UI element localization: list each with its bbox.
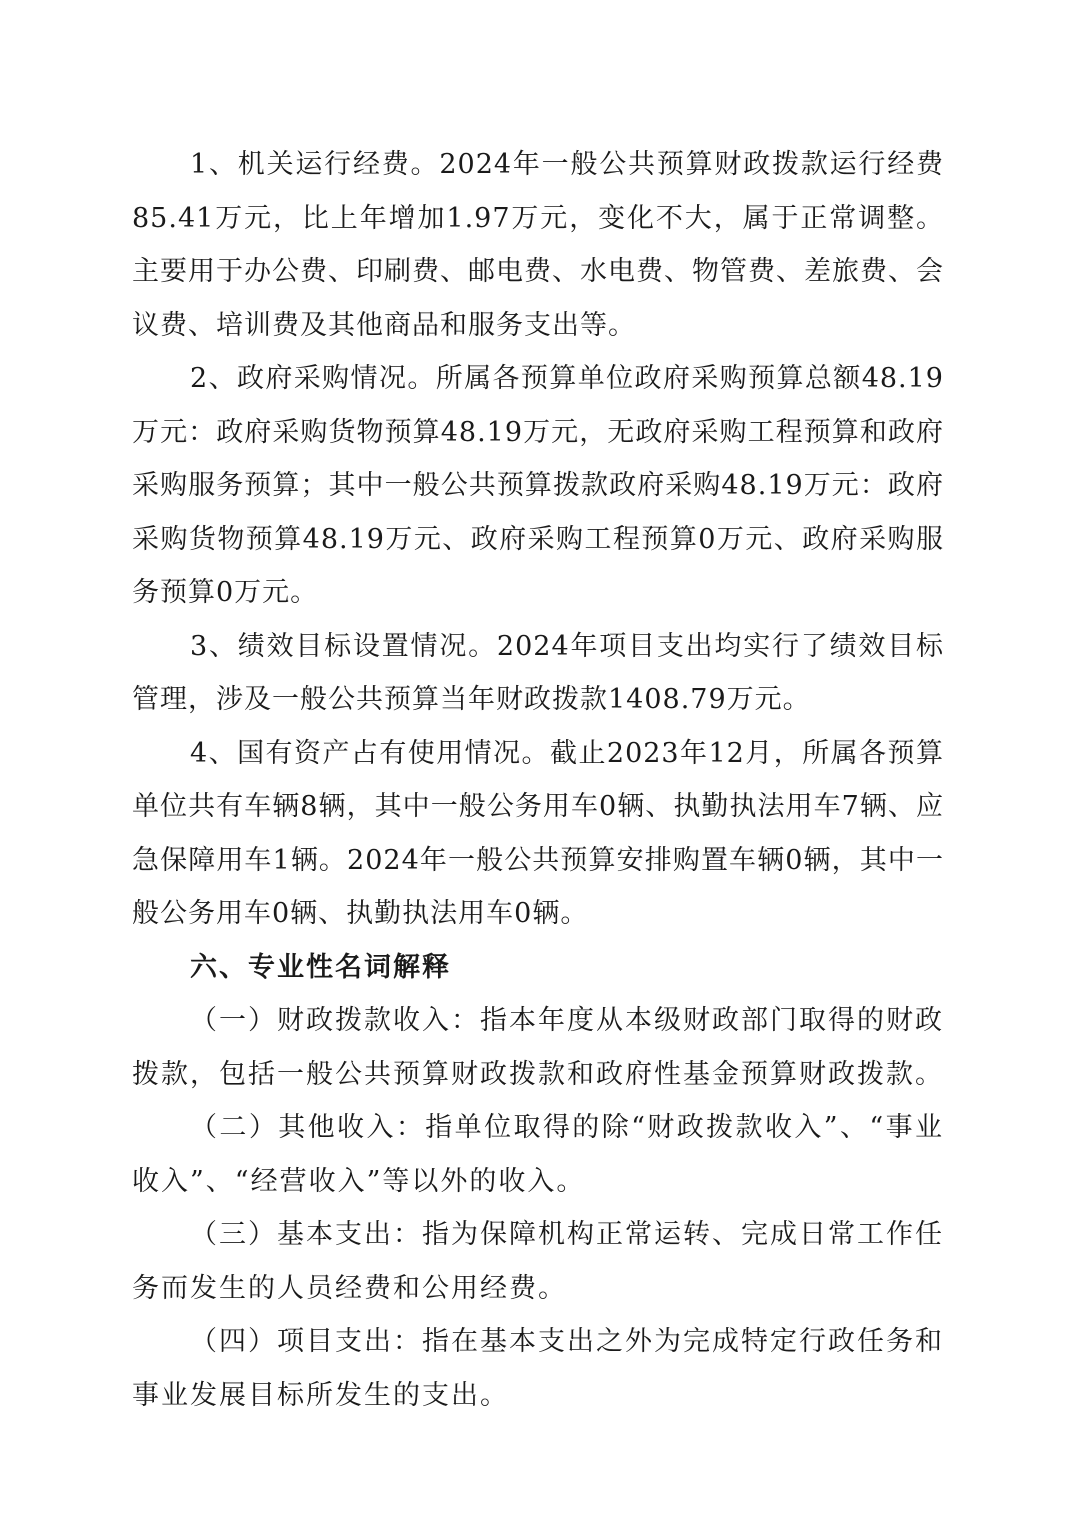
section-heading-terms: 六、专业性名词解释: [190, 951, 451, 983]
definition-project-expenditure: （四）项目支出：指在基本支出之外为完成特定行政任务和事业发展目标所发生的支出。: [132, 1326, 944, 1411]
paragraph-operating-expenses: 1、机关运行经费。2024年一般公共预算财政拨款运行经费85.41万元，比上年增加1.97万元，变化不大，属于正常调整。主要用于办公费、印刷费、邮电费、水电费、物管费、差旅费、会议费、培训费及其他商品和服务支出等。: [132, 149, 944, 341]
paragraph-state-assets: 4、国有资产占有使用情况。截止2023年12月，所属各预算单位共有车辆8辆，其中一般公务用车0辆、执勤执法用车7辆、应急保障用车1辆。2024年一般公共预算安排购置车辆0辆，其中一般公务用车0辆、执勤执法用车0辆。: [132, 737, 944, 929]
paragraph-performance-targets: 3、绩效目标设置情况。2024年项目支出均实行了绩效目标管理，涉及一般公共预算当年财政拨款1408.79万元。: [132, 630, 944, 715]
definition-fiscal-income: （一）财政拨款收入：指本年度从本级财政部门取得的财政拨款，包括一般公共预算财政拨款和政府性基金预算财政拨款。: [132, 1005, 944, 1090]
definition-other-income: （二）其他收入：指单位取得的除“财政拨款收入”、“事业收入”、“经营收入”等以外的收入。: [132, 1112, 944, 1197]
document-body: [132, 138, 944, 1422]
paragraph-government-procurement: 2、政府采购情况。所属各预算单位政府采购预算总额48.19万元：政府采购货物预算48.19万元，无政府采购工程预算和政府采购服务预算；其中一般公共预算拨款政府采购48.19万元：政府采购货物预算48.19万元、政府采购工程预算0万元、政府采购服务预算0万元。: [132, 363, 944, 608]
definition-basic-expenditure: （三）基本支出：指为保障机构正常运转、完成日常工作任务而发生的人员经费和公用经费。: [132, 1219, 944, 1304]
